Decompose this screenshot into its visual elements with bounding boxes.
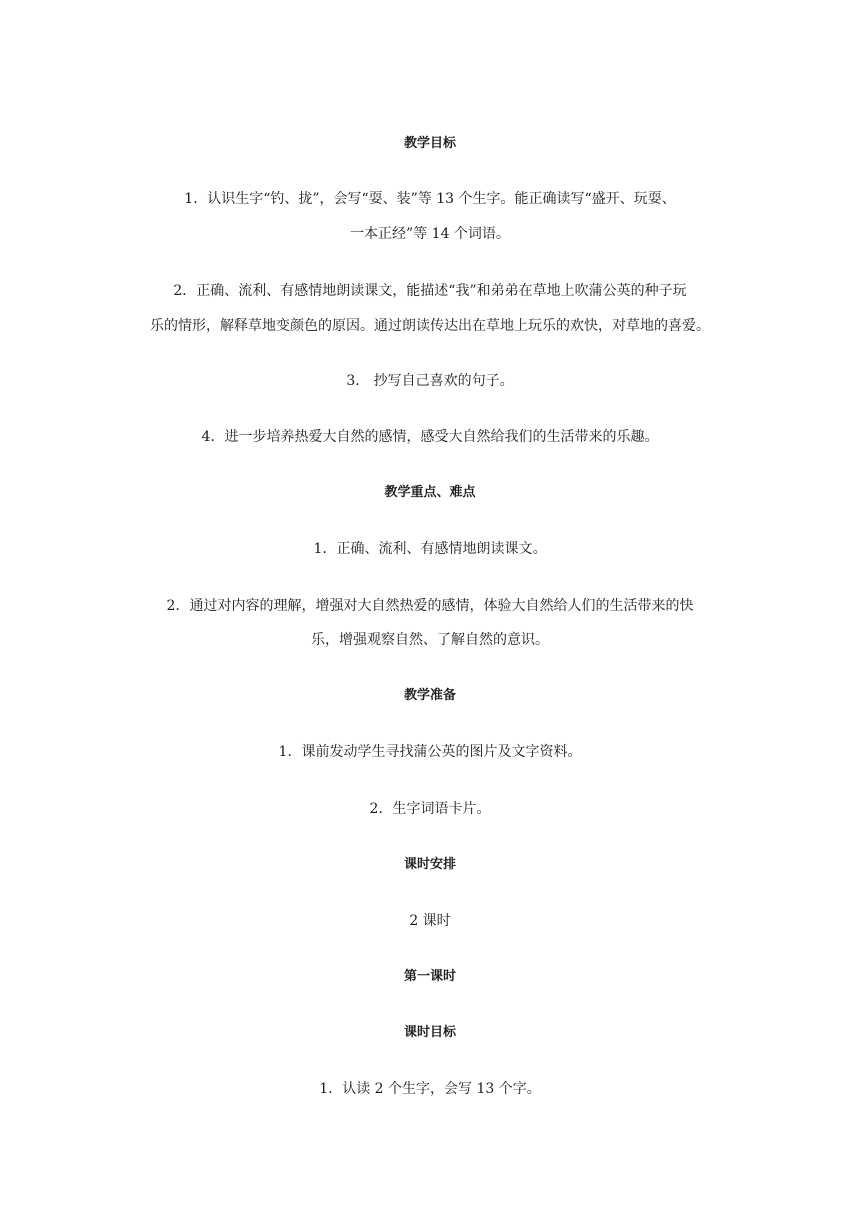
key-point-2-line-1: 2．通过对内容的理解，增强对大自然热爱的感情，体验大自然给人们的生活带来的快 xyxy=(166,598,694,614)
key-point-1: 1．正确、流利、有感情地朗读课文。 xyxy=(313,541,547,557)
objective-2-line-2: 乐的情形，解释草地变颜色的原因。通过朗读传达出在草地上玩乐的欢快，对草地的喜爱。 xyxy=(150,318,710,334)
section-heading-objectives: 教学目标 xyxy=(403,136,456,151)
section-heading-lesson-objectives: 课时目标 xyxy=(403,1025,456,1040)
lesson-objective-1: 1．认读 2 个生字，会写 13 个字。 xyxy=(319,1081,541,1097)
preparation-2: 2．生字词语卡片。 xyxy=(369,801,491,817)
objective-4: 4．进一步培养热爱大自然的感情，感受大自然给我们的生活带来的乐趣。 xyxy=(201,429,659,445)
section-heading-schedule: 课时安排 xyxy=(403,857,456,872)
key-point-2-line-2: 乐，增强观察自然、了解自然的意识。 xyxy=(311,632,549,648)
objective-3: 3． 抄写自己喜欢的句子。 xyxy=(346,373,514,389)
section-heading-key-points: 教学重点、难点 xyxy=(384,485,476,500)
section-heading-first-lesson: 第一课时 xyxy=(403,969,456,984)
objective-1-line-2: 一本正经”等 14 个词语。 xyxy=(350,226,510,242)
section-heading-preparation: 教学准备 xyxy=(403,688,456,703)
preparation-1: 1．课前发动学生寻找蒲公英的图片及文字资料。 xyxy=(278,744,582,760)
objective-2-line-1: 2．正确、流利、有感情地朗读课文，能描述“我”和弟弟在草地上吹蒲公英的种子玩 xyxy=(173,283,687,299)
schedule-value: 2 课时 xyxy=(409,913,451,929)
objective-1-line-1: 1．认识生字“钓、拢”，会写“耍、装”等 13 个生字。能正确读写“盛开、玩耍、 xyxy=(184,191,676,207)
